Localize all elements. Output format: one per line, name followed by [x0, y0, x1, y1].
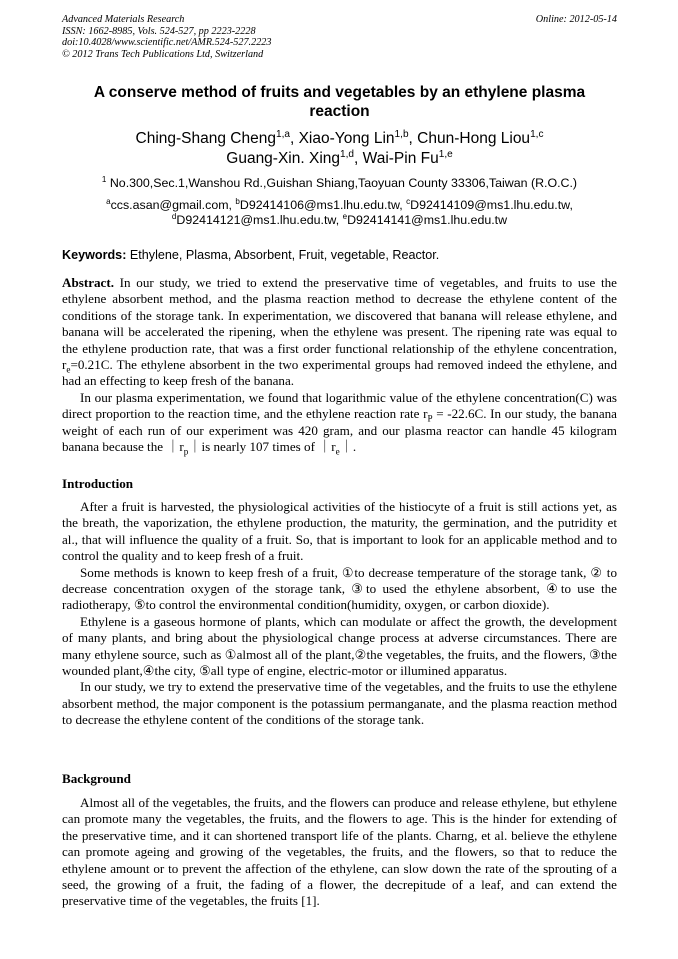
affiliation-text: No.300,Sec.1,Wanshou Rd.,Guishan Shiang,Taoyuan County 33306,Taiwan (R.O.C.) — [106, 176, 578, 190]
subscript: P — [427, 413, 433, 424]
author-list — [62, 129, 617, 169]
abstract-text: = -22.6C. In our study, the banana weight of each run of our experiment was 420 gram, and our plasma reactor can handle 45 kilogram banana because the ｜r — [62, 406, 617, 455]
introduction-body — [62, 499, 617, 729]
abstract-text: ｜. — [339, 439, 357, 455]
paragraph: Some methods is known to keep fresh of a fruit, ①to decrease temperature of the storage tank, ② to decrease concentration oxygen of the storage tank, ③to used the ethylene absorbent, ④to use the radiotherapy, ⑤to control the environmental condition(humidity, oxygen, or carbon dioxide). — [62, 564, 617, 613]
email-mark: c — [406, 196, 411, 206]
author-name: Ching-Shang Cheng — [135, 130, 276, 147]
online-date: Online: 2012-05-14 — [535, 14, 617, 25]
journal-header — [62, 14, 617, 60]
author-affiliation-mark: 1,b — [394, 128, 409, 140]
email-address: D92414121@ms1.lhu.edu.tw, — [176, 212, 343, 227]
author-separator: , — [354, 150, 363, 167]
email-list — [62, 198, 617, 227]
paper-title: A conserve method of fruits and vegetables by an ethylene plasma reaction — [93, 84, 586, 120]
affiliation — [62, 176, 617, 190]
copyright-line: © 2012 Trans Tech Publications Ltd, Switzerland — [62, 48, 264, 60]
abstract-paragraph — [62, 275, 617, 390]
author-affiliation-mark: 1,e — [438, 148, 453, 160]
email-address: ccs.asan@gmail.com, — [110, 198, 236, 212]
author-name: Xiao-Yong Lin — [298, 130, 395, 147]
affiliation-mark: 1 — [101, 174, 107, 184]
email-address: D92414141@ms1.lhu.edu.tw — [347, 212, 508, 227]
email-mark: b — [235, 196, 240, 206]
issn-line: ISSN: 1662-8985, Vols. 524-527, pp 2223-2228 — [62, 25, 256, 37]
abstract — [62, 275, 617, 455]
keywords-text: Ethylene, Plasma, Absorbent, Fruit, vegetable, Reactor. — [126, 248, 440, 262]
author-name: Wai-Pin Fu — [362, 150, 439, 167]
abstract-text: In our study, we tried to extend the preservative time of vegetables, and fruits to use the ethylene absorbent method, and the plasma reaction method to decrease the ethylene content of the conditions of the storage tank. In experimentation, we discovered that banana will release ethylene, and banana will be accelerated the ripening, when the ethylene was present. The ripening rate was equal to the ethylene production rate, that was a first order functional relationship of the ethylene concentration, r — [62, 275, 617, 373]
paragraph: After a fruit is harvested, the physiological activities of the histiocyte of a fruit is still actions yet, as the breath, the vaporization, the ethylene production, the maturity, the germination, and the putridity et al., that will influence the quality of a fruit. So, that is important to look for an applicable method and to control the quality and to keep fresh of a fruit. — [62, 499, 617, 564]
doi-line: doi:10.4028/www.scientific.net/AMR.524-527.2223 — [62, 37, 272, 49]
background-heading: Background — [62, 771, 131, 786]
keywords-label: Keywords: — [62, 248, 127, 262]
subscript: e — [335, 446, 340, 457]
email-mark: e — [342, 211, 348, 221]
subscript: e — [66, 364, 71, 375]
author-separator: , — [408, 130, 418, 147]
abstract-text: In our plasma experimentation, we found that logarithmic value of the ethylene concentration(C) was direct proportion to the reaction time, and the ethylene reaction rate r — [62, 389, 617, 422]
email-mark: a — [106, 196, 111, 206]
email-address: D92414106@ms1.lhu.edu.tw, — [239, 198, 407, 212]
paragraph: Almost all of the vegetables, the fruits, and the flowers can produce and release ethylene, but ethylene can promote many the vegetables, the fruits, and the flowers to age. This is the hinder for extending of the preservative time, and it can shortened transport life of the plants. Charng, et al. believe the ethylene can promote ageing and growing of the vegetables, the fruits, and the flowers, so that to reduce the ethylene amount or to prevent the affection of the ethylene, can slow down the rate of the sprouting of a seed, the growing of a fruit, the fading of a flower, the decrepitude of a leaf, and can extend the preservative time of the vegetables, the fruits [1]. — [62, 795, 617, 909]
abstract-text: =0.21C. The ethylene absorbent in the two experimental groups had removed indeed the ethylene, and had an effecting to keep fresh of the banana. — [62, 357, 617, 389]
introduction-heading: Introduction — [62, 476, 134, 491]
abstract-paragraph — [62, 390, 617, 456]
subscript: p — [183, 446, 189, 457]
email-address: D92414109@ms1.lhu.edu.tw, — [410, 198, 573, 212]
paragraph: In our study, we try to extend the preservative time of the vegetables, and the fruits to use the ethylene absorbent method, the major component is the potassium permanganate, and the plasma reaction method to decrease the ethylene content of the conditions of the storage tank. — [62, 679, 617, 728]
keywords — [62, 247, 617, 263]
author-affiliation-mark: 1,d — [340, 148, 355, 160]
author-name: Guang-Xin. Xing — [226, 150, 341, 167]
abstract-label: Abstract. — [62, 275, 114, 290]
author-affiliation-mark: 1,c — [530, 128, 544, 140]
background-body — [62, 795, 617, 910]
author-name: Chun-Hong Liou — [417, 130, 531, 147]
abstract-text: ｜is nearly 107 times of ｜r — [188, 439, 336, 455]
paragraph: Ethylene is a gaseous hormone of plants, which can modulate or affect the growth, the development of many plants, and bring about the physiological change process at adverse circumstances. There are many ethylene source, such as ①almost all of the plant,②the vegetables, the fruits, and the flowers, ③the wounded plant,④the city, ⑤all type of engine, electric-motor or illumined apparatus. — [62, 613, 617, 679]
journal-name: Advanced Materials Research — [62, 14, 185, 25]
author-separator: , — [289, 130, 299, 147]
author-affiliation-mark: 1,a — [275, 128, 290, 140]
email-mark: d — [171, 211, 177, 221]
